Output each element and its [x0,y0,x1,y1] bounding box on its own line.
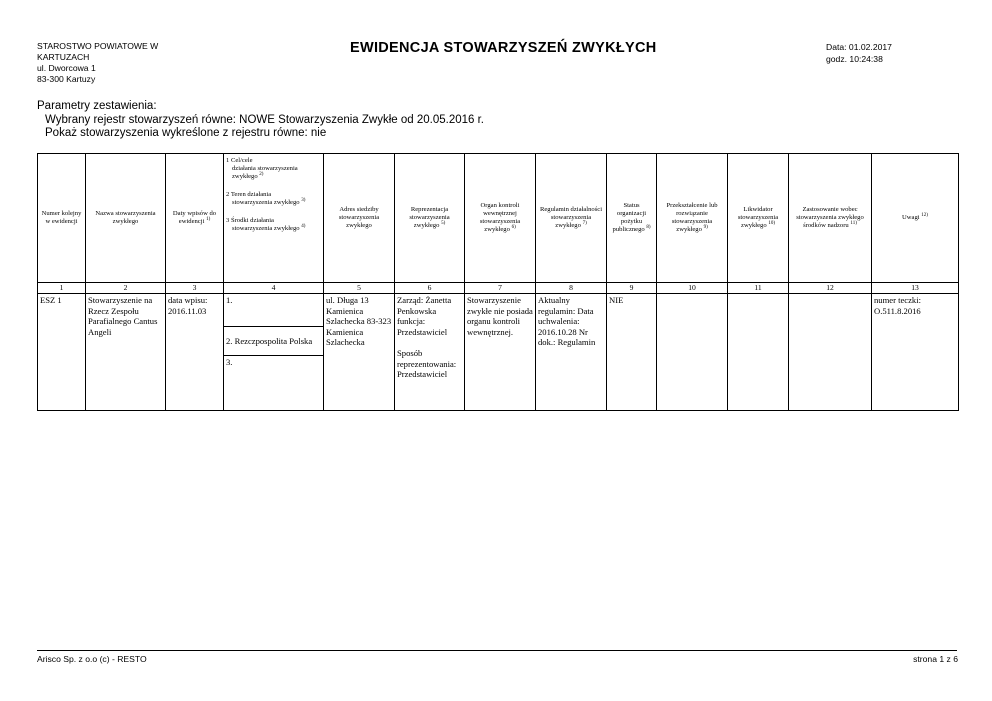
report-date: Data: 01.02.2017 [826,42,892,52]
column-number: 8 [536,283,607,294]
cell-supervision [789,294,872,411]
parameter-register: Wybrany rejestr stowarzyszeń równe: NOWE Stowarzyszenia Zwykłe od 20.05.2016 r. [45,113,484,126]
header-col-opp-status: Status organizacji pożytku publicznego $^{8)}$ [607,154,657,283]
header-means: 3 Środki działania stowarzyszenia zwykłego $^{4)}$ [226,217,306,232]
register-table [37,153,959,411]
header-col-notes: Uwagi $^{12)}$ [872,154,959,283]
header-col-name: Nazwa stowarzyszenia zwykłego [86,154,166,283]
table-row [38,294,959,411]
office-city: 83-300 Kartuzy [37,74,96,84]
header-col-address: Adres siedziby stowarzyszenia zwykłego [324,154,395,283]
cell-number: ESZ 1 [38,294,86,411]
header-col-goals-area-means [224,154,324,283]
representation-board: Zarząd: Żanetta Penkowska funkcja: Przedstawiciel [397,295,452,337]
office-address-block [37,41,187,85]
column-number: 13 [872,283,959,294]
header-col-supervision: Zastosowanie wobec stowarzyszenia zwykłego środków nadzoru $^{11)}$ [789,154,872,283]
cell-transformation [657,294,728,411]
cell-means: 3. [226,357,233,367]
column-number: 5 [324,283,395,294]
cell-control-body: Stowarzyszenie zwykłe nie posiada organu kontroli wewnętrznej. [465,294,536,411]
representation-method: Sposób reprezentowania: Przedstawiciel [397,348,457,379]
parameter-deleted: Pokaż stowarzyszenia wykreślone z rejestru równe: nie [45,127,327,139]
cell-goals-area-means [224,294,324,411]
header-col-control-body: Organ kontroli wewnętrznej stowarzyszenia zwykłego $^{6)}$ [465,154,536,283]
table-header-row [38,154,959,283]
column-number: 6 [395,283,465,294]
column-number: 1 [38,283,86,294]
office-name-line1: STAROSTWO POWIATOWE W [37,41,159,51]
column-number: 12 [789,283,872,294]
column-number: 7 [465,283,536,294]
column-number-row [38,283,959,294]
page-counter: strona 1 z 6 [913,654,958,664]
column-number: 3 [166,283,224,294]
header-col-representation: Reprezentacja stowarzyszenia zwykłego $^{5)}$ [395,154,465,283]
header-goal: 1 Cel/cele działania stowarzyszenia zwykłego $^{2)}$ [226,157,298,180]
cell-representation [395,294,465,411]
report-title: EWIDENCJA STOWARZYSZEŃ ZWYKŁYCH [350,40,657,56]
header-col-dates: Daty wpisów do ewidencji $^{1)}$ [166,154,224,283]
header-area: 2 Teren działania stowarzyszenia zwykłego $^{3)}$ [226,191,306,206]
column-number: 4 [224,283,324,294]
office-street: ul. Dworcowa 1 [37,63,96,73]
column-number: 10 [657,283,728,294]
column-number: 2 [86,283,166,294]
header-col-regulation: Regulamin działalności stowarzyszenia zwykłego $^{7)}$ [536,154,607,283]
cell-area: 2. Rezczpospolita Polska [224,327,323,356]
cell-dates: data wpisu: 2016.11.03 [166,294,224,411]
report-parameters [37,100,484,141]
column-number: 9 [607,283,657,294]
cell-notes: numer teczki: O.511.8.2016 [872,294,959,411]
report-time: godz. 10:24:38 [826,54,883,64]
footer-divider [37,650,957,651]
footer-copyright: Arisco Sp. z o.o (c) - RESTO [37,654,147,664]
office-name-line2: KARTUZACH [37,52,90,62]
report-date-block [826,41,892,65]
column-number: 11 [728,283,789,294]
parameters-heading: Parametry zestawienia: [37,100,157,112]
header-col-liquidator: Likwidator stowarzyszenia zwykłego $^{10)}$ [728,154,789,283]
cell-name: Stowarzyszenie na Rzecz Zespołu Parafialnego Cantus Angeli [86,294,166,411]
cell-opp-status: NIE [607,294,657,411]
header-col-number: Numer kolejny w ewidencji [38,154,86,283]
cell-regulation: Aktualny regulamin: Data uchwalenia: 2016.10.28 Nr dok.: Regulamin [536,294,607,411]
cell-liquidator [728,294,789,411]
cell-address: ul. Długa 13 Kamienica Szlachecka 83-323 Kamienica Szlachecka [324,294,395,411]
cell-goal: 1. [224,294,323,327]
header-col-transformation: Przekształcenie lub rozwiązanie stowarzyszenia zwykłego $^{9)}$ [657,154,728,283]
